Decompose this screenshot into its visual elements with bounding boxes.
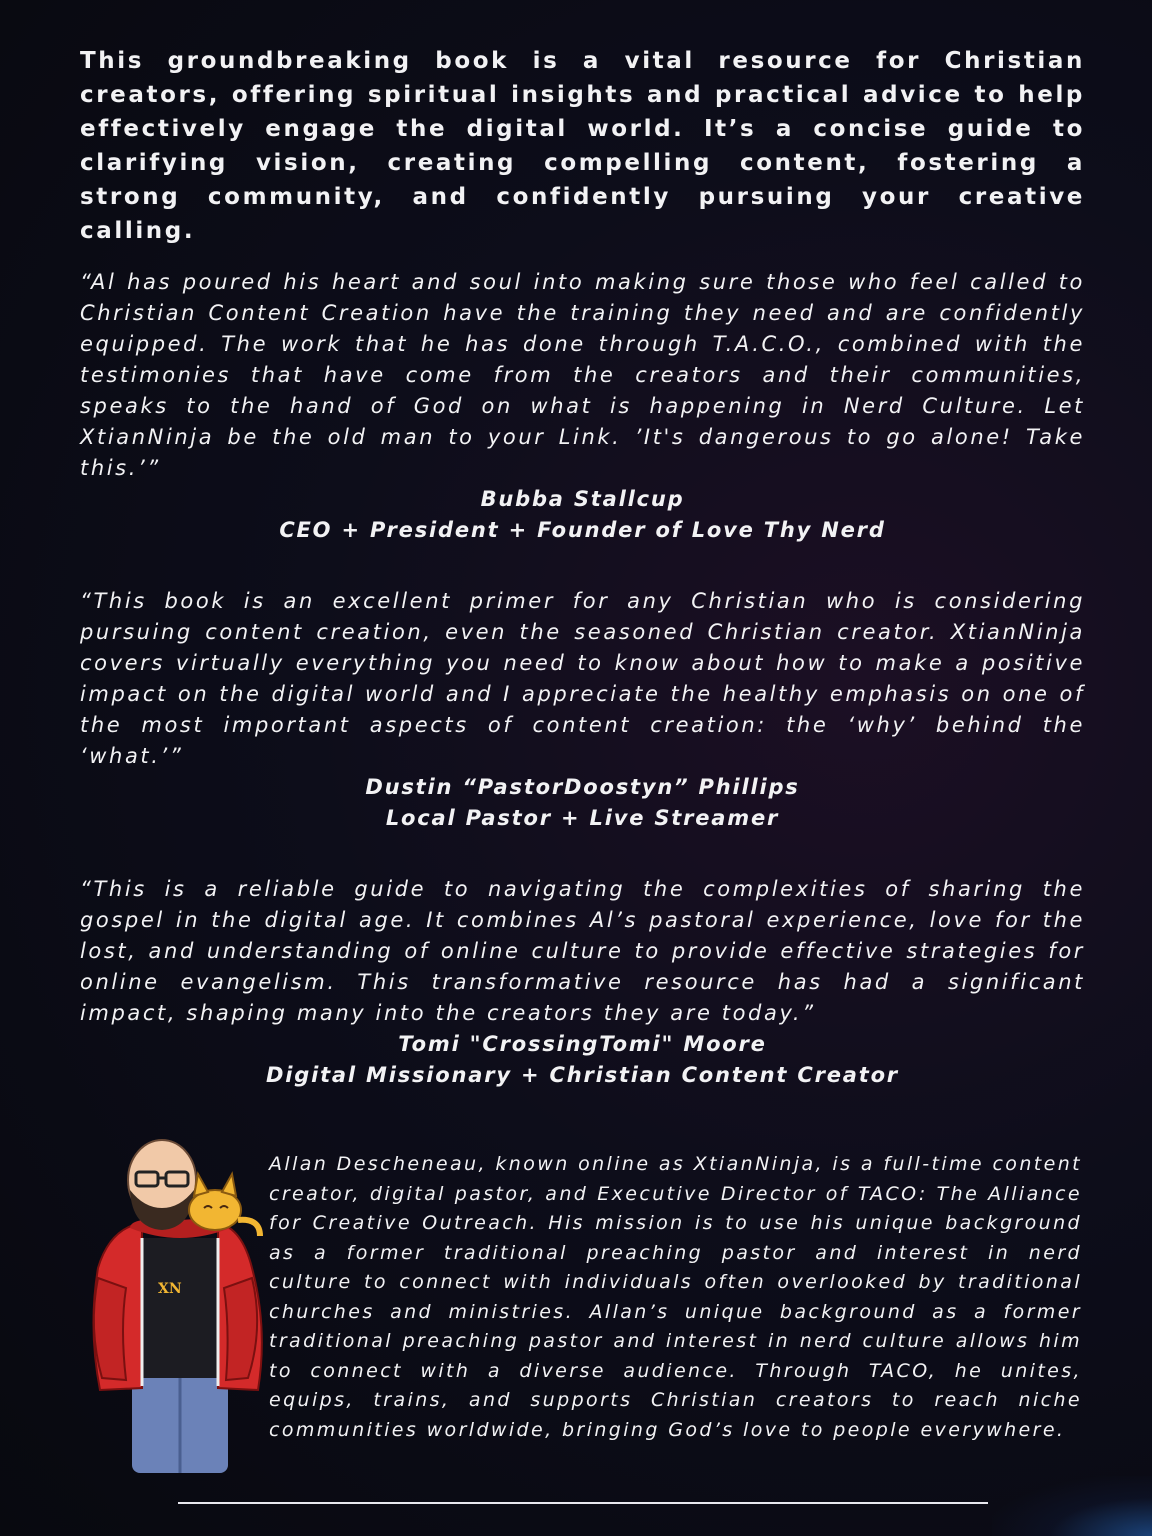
testimonial-1 [80, 267, 1085, 546]
cartoon-avatar-with-cat-icon [80, 1128, 270, 1478]
corner-glow [992, 1476, 1152, 1536]
testimonial-author-name: Bubba Stallcup [480, 487, 685, 511]
testimonial-2 [80, 586, 1085, 834]
testimonial-author-role: Local Pastor + Live Streamer [385, 806, 780, 830]
testimonial-author-role: Digital Missionary + Christian Content Creator [266, 1063, 899, 1087]
jacket-logo: XN [158, 1281, 182, 1297]
author-bio: Allan Descheneau, known online as XtianNinja, is a full-time content creator, digital pastor, and Executive Director of TACO: The Alliance for Creative Outreach. His mission is to use his unique background as a former traditional preaching pastor and interest in nerd culture to connect with individuals often overlooked by traditional churches and ministries. Allan’s unique background as a former traditional preaching pastor and interest in nerd culture allows him to connect with a diverse audience. Through TACO, he unites, equips, trains, and supports Christian creators to reach niche communities worldwide, bringing God’s love to people everywhere. [269, 1153, 1082, 1441]
author-bio-section [80, 1128, 1085, 1478]
testimonial-3 [80, 874, 1085, 1091]
testimonial-author-role: CEO + President + Founder of Love Thy Nerd [279, 518, 886, 542]
testimonial-author-name: Tomi "CrossingTomi" Moore [398, 1032, 767, 1056]
testimonial-quote: “Al has poured his heart and soul into making sure those who feel called to Christian Content Creation have the training they need and are confidently equipped. The work that he has done through T.A.C.O., combined with the testimonies that have come from the creators and their communities, speaks to the hand of God on what is happening in Nerd Culture. Let XtianNinja be the old man to your Link. ’It's dangerous to go alone! Take this.’” [80, 270, 1085, 480]
divider-line [178, 1502, 988, 1504]
testimonial-author-name: Dustin “PastorDoostyn” Phillips [365, 775, 800, 799]
book-description: This groundbreaking book is a vital resource for Christian creators, offering spiritual insights and practical advice to help effectively engage the digital world. It’s a concise guide to clarifying vision, creating compelling content, fostering a strong community, and confidently pursuing your creative calling. [80, 48, 1085, 244]
testimonial-quote: “This is a reliable guide to navigating the complexities of sharing the gospel in the digital age. It combines Al’s pastoral experience, love for the lost, and understanding of online culture to provide effective strategies for online evangelism. This transformative resource has had a significant impact, shaping many into the creators they are today.” [80, 877, 1085, 1025]
testimonial-quote: “This book is an excellent primer for any Christian who is considering pursuing content creation, even the seasoned Christian creator. XtianNinja covers virtually everything you need to know about how to make a positive impact on the digital world and I appreciate the healthy emphasis on one of the most important aspects of content creation: the ‘why’ behind the ‘what.’” [80, 589, 1085, 768]
